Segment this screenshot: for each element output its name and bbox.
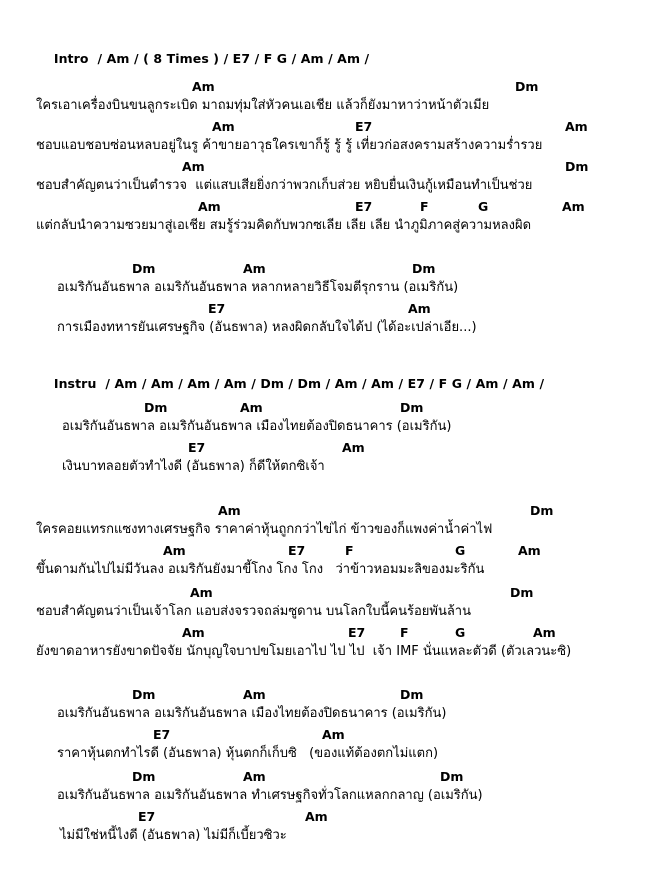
chord-row — [0, 440, 670, 455]
chord-row — [0, 585, 670, 600]
lyric-line: เงินบาทลอยตัวทำไงดี (อันธพาล) ก็ดีให้ตกซิเจ้า — [62, 459, 325, 474]
chord-row — [0, 625, 670, 640]
section-header-intro — [36, 38, 369, 80]
lyric-line: ชอบสำคัญตนว่าเป็นเจ้าโลก แอบส่งจรวจถล่มซูดาน บนโลกใบนี้คนร้อยพันล้าน — [36, 604, 471, 619]
chord-dm: Dm — [400, 400, 424, 415]
lyric-line: แต่กลับนำความซวยมาสู่เอเชีย สมรู้ร่วมคิดกับพวกซเลีย เลีย เลีย นำภูมิภาคสู่ความหลงผิด — [36, 218, 532, 233]
chord-e7: E7 — [355, 199, 373, 214]
chord-row — [0, 727, 670, 742]
lyric-line: อเมริกันอันธพาล อเมริกันอันธพาล เมืองไทยต้องปิดธนาคาร (อเมริกัน) — [57, 706, 447, 721]
chord-dm: Dm — [565, 159, 589, 174]
chord-am: Am — [322, 727, 345, 742]
chord-dm: Dm — [515, 79, 539, 94]
chord-dm: Dm — [400, 687, 424, 702]
lyric-line: อเมริกันอันธพาล อเมริกันอันธพาล เมืองไทยต้องปิดธนาคาร (อเมริกัน) — [62, 419, 452, 434]
chord-am: Am — [518, 543, 541, 558]
lyric-line: ยังขาดอาหารยังขาดปัจจัย นักบุญใจบาปขโมยเอาไป ไป ไป เจ้า IMF นั่นแหละตัวดี (ตัวเลวนะซิ) — [36, 644, 572, 659]
chord-am: Am — [243, 261, 266, 276]
chord-g: G — [478, 199, 489, 214]
chord-e7: E7 — [188, 440, 206, 455]
chord-row — [0, 261, 670, 276]
chord-am: Am — [163, 543, 186, 558]
section-spacer — [89, 51, 98, 66]
chord-dm: Dm — [412, 261, 436, 276]
lyric-line: ขึ้นดามกันไปไม่มีวันลง อเมริกันยังมาขี้โกง โกง โกง ว่าข้าวหอมมะลิของมะริกัน — [36, 562, 485, 577]
chord-am: Am — [342, 440, 365, 455]
chord-row — [0, 301, 670, 316]
chord-dm: Dm — [132, 261, 156, 276]
section-label-instru: Instru — [53, 376, 97, 391]
chord-am: Am — [218, 503, 241, 518]
section-progression-intro: / Am / ( 8 Times ) / E7 / F G / Am / Am / — [97, 51, 370, 66]
chord-am: Am — [562, 199, 585, 214]
chord-am: Am — [243, 687, 266, 702]
chord-dm: Dm — [440, 769, 464, 784]
chord-dm: Dm — [132, 687, 156, 702]
lyric-line: ใครคอยแทรกแซงทางเศรษฐกิจ ราคาค่าหุ้นถูกกว่าไข่ไก่ ข้าวของก็แพงค่าน้ำค่าไฟ — [36, 522, 493, 537]
lyric-line: ชอบสำคัญตนว่าเป็นตำรวจ แต่แสบเสียยิ่งกว่าพวกเก็บส่วย หยิบยื่นเงินกู้เหมือนทำเป็นช่วย — [36, 178, 533, 193]
chord-row — [0, 400, 670, 415]
chord-am: Am — [533, 625, 556, 640]
chord-am: Am — [182, 625, 205, 640]
chord-row — [0, 809, 670, 824]
chord-am: Am — [305, 809, 328, 824]
chord-f: F — [400, 625, 409, 640]
chord-am: Am — [182, 159, 205, 174]
chord-row — [0, 687, 670, 702]
chord-e7: E7 — [138, 809, 156, 824]
chord-am: Am — [565, 119, 588, 134]
chord-e7: E7 — [153, 727, 171, 742]
lyric-line: อเมริกันอันธพาล อเมริกันอันธพาล หลากหลายวิธีโจมตีรุกราน (อเมริกัน) — [57, 280, 459, 295]
chord-e7: E7 — [348, 625, 366, 640]
lyric-line: ชอบแอบชอบซ่อนหลบอยู่ในรู ค้าขายอาวุธใครเขาก็รู้ รู้ รู้ เที่ยวก่อสงครามสร้างความร่ำรวย — [36, 138, 543, 153]
chord-am: Am — [212, 119, 235, 134]
chord-g: G — [455, 543, 466, 558]
chord-row — [0, 199, 670, 214]
lyric-line: ไม่มีใช่หนี้ไงดี (อันธพาล) ไม่มีก็เบี้ยวซิวะ — [60, 828, 287, 843]
chord-dm: Dm — [132, 769, 156, 784]
chord-e7: E7 — [208, 301, 226, 316]
chord-am: Am — [192, 79, 215, 94]
chord-am: Am — [408, 301, 431, 316]
chord-g: G — [455, 625, 466, 640]
chord-dm: Dm — [510, 585, 534, 600]
chord-am: Am — [243, 769, 266, 784]
chord-f: F — [420, 199, 429, 214]
chord-row — [0, 769, 670, 784]
section-label-intro: Intro — [53, 51, 89, 66]
chord-am: Am — [240, 400, 263, 415]
chord-row — [0, 543, 670, 558]
chord-e7: E7 — [355, 119, 373, 134]
chord-e7: E7 — [288, 543, 306, 558]
chord-row — [0, 79, 670, 94]
lyric-line: ใครเอาเครื่องบินขนลูกระเบิด มาถมทุ่มใส่หัวคนเอเชีย แล้วก็ยังมาหาว่าหน้าตัวเมีย — [36, 98, 490, 113]
chord-dm: Dm — [530, 503, 554, 518]
lyric-line: ราคาหุ้นตกทำไรดี (อันธพาล) หุ้นตกก็เก็บซิ (ของแท้ต้องตกไม่แตก) — [57, 746, 439, 761]
chord-f: F — [345, 543, 354, 558]
chord-row — [0, 159, 670, 174]
lyric-line: การเมืองทหารยันเศรษฐกิจ (อันธพาล) หลงผิดกลับใจได้ป (ได้อะเปล่าเอีย...) — [57, 320, 477, 335]
section-progression-instru: / Am / Am / Am / Am / Dm / Dm / Am / Am / E7 / F G / Am / Am / — [105, 376, 545, 391]
section-header-instru — [36, 363, 544, 405]
chord-dm: Dm — [144, 400, 168, 415]
lyric-line: อเมริกันอันธพาล อเมริกันอันธพาล ทำเศรษฐกิจทั่วโลกแหลกกลาญ (อเมริกัน) — [57, 788, 483, 803]
chord-row — [0, 503, 670, 518]
chord-am: Am — [190, 585, 213, 600]
chord-am: Am — [198, 199, 221, 214]
chord-row — [0, 119, 670, 134]
